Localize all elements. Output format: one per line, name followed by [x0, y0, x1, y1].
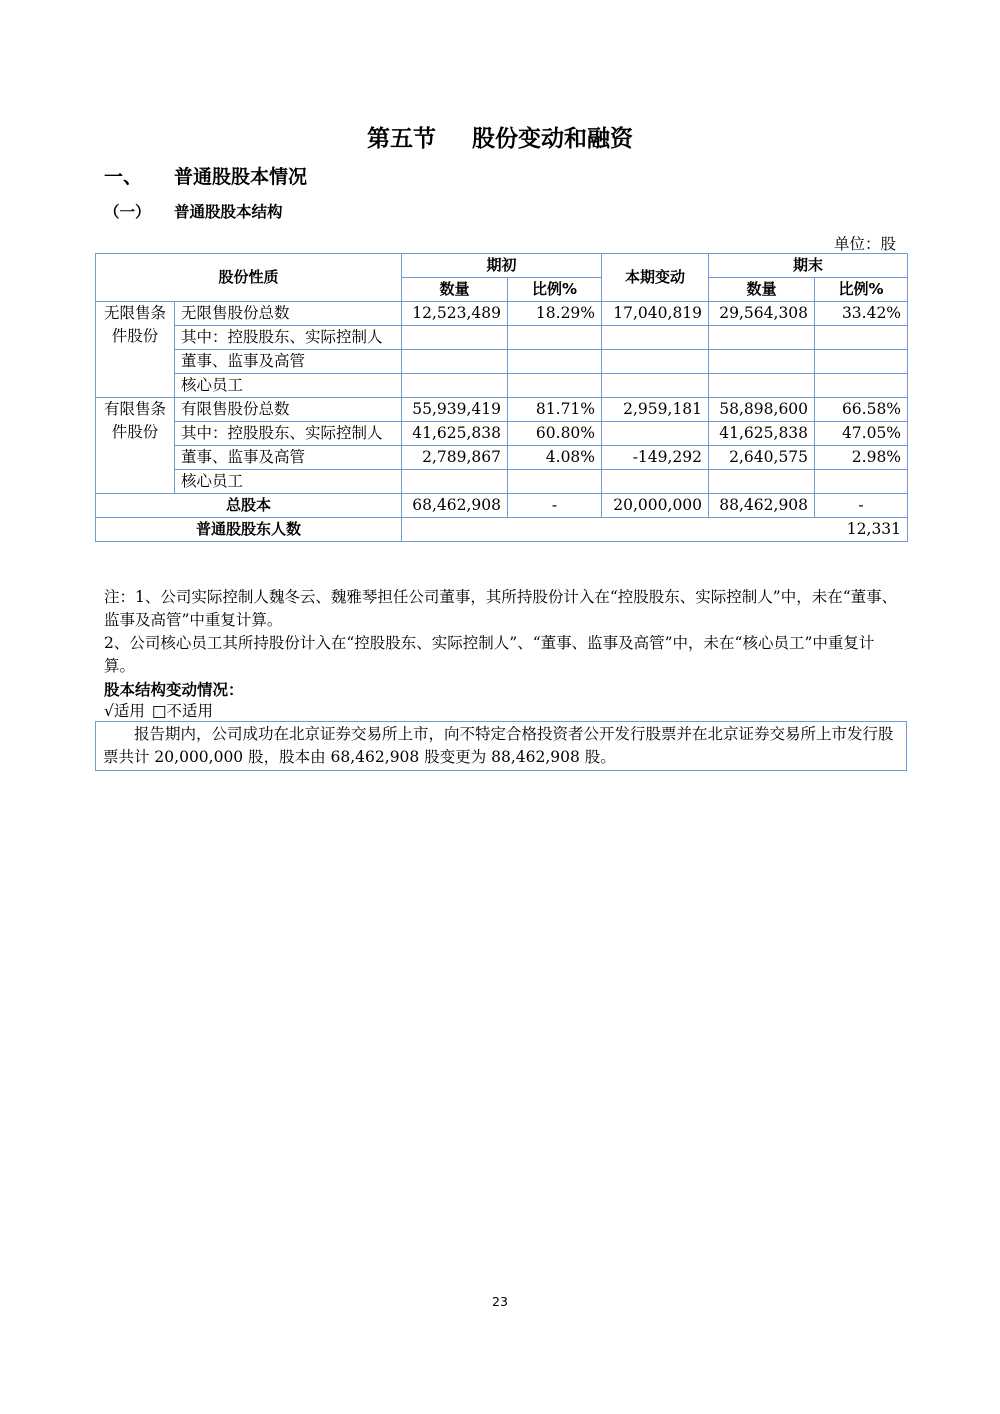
table-row: [96, 446, 908, 470]
total-end-quantity: 88,462,908: [709, 494, 815, 518]
start-quantity: 2,789,867: [402, 446, 508, 470]
start-ratio: 60.80%: [508, 422, 602, 446]
end-quantity: 29,564,308: [709, 302, 815, 326]
start-ratio: 18.29%: [508, 302, 602, 326]
change-value: [602, 470, 709, 494]
header-end-ratio: 比例%: [815, 278, 908, 302]
table-row: [96, 374, 908, 398]
share-structure-table: [95, 253, 908, 542]
start-ratio: [508, 350, 602, 374]
group-label-restricted: [96, 398, 175, 494]
row-label: 董事、监事及高管: [175, 446, 402, 470]
row-label: 其中：控股股东、实际控制人: [175, 326, 402, 350]
end-ratio: 2.98%: [815, 446, 908, 470]
end-ratio: 47.05%: [815, 422, 908, 446]
end-ratio: [815, 326, 908, 350]
note-2: 2、公司核心员工其所持股份计入在“控股股东、实际控制人”、“董事、监事及高管”中，未在“核心员工”中重复计算。: [104, 634, 875, 675]
heading1-text: 普通股股本情况: [174, 166, 308, 188]
heading-level-1: [104, 162, 307, 189]
end-ratio: 66.58%: [815, 398, 908, 422]
change-value: [602, 422, 709, 446]
change-value: [602, 326, 709, 350]
table-row: [96, 302, 908, 326]
not-applicable-option: □不适用: [151, 702, 213, 720]
end-quantity: [709, 374, 815, 398]
header-end-quantity: 数量: [709, 278, 815, 302]
total-change: 20,000,000: [602, 494, 709, 518]
header-start-ratio: 比例%: [508, 278, 602, 302]
end-ratio: [815, 350, 908, 374]
table-row: [96, 350, 908, 374]
start-quantity: 41,625,838: [402, 422, 508, 446]
end-quantity: 2,640,575: [709, 446, 815, 470]
section-title-label: 第五节: [367, 126, 436, 152]
structure-change-text: 报告期内，公司成功在北京证券交易所上市，向不特定合格投资者公开发行股票并在北京证券交易所上市发行股票共计 20,000,000 股，股本由 68,462,908 股变更为 88,462,908 股。: [103, 725, 894, 766]
change-value: 17,040,819: [602, 302, 709, 326]
section-title: [0, 120, 1000, 153]
row-label: 核心员工: [175, 374, 402, 398]
table-row: [96, 470, 908, 494]
heading-level-2: [104, 200, 283, 222]
applicability-options: [104, 700, 215, 722]
table-notes: [104, 586, 904, 678]
row-label: 董事、监事及高管: [175, 350, 402, 374]
end-quantity: 41,625,838: [709, 422, 815, 446]
group-label-unrestricted: [96, 302, 175, 398]
row-label: 其中：控股股东、实际控制人: [175, 422, 402, 446]
heading1-number: 一、: [104, 166, 143, 188]
structure-change-heading: 股本结构变动情况：: [104, 681, 244, 699]
note-1: 注：1、公司实际控制人魏冬云、魏雅琴担任公司董事，其所持股份计入在“控股股东、实际控制人”中，未在“董事、监事及高管”中重复计算。: [104, 588, 898, 629]
row-label: 无限售股份总数: [175, 302, 402, 326]
row-label: 核心员工: [175, 470, 402, 494]
unit-label: 单位：股: [833, 235, 896, 253]
header-period-start: 期初: [402, 254, 602, 278]
total-end-ratio: -: [815, 494, 908, 518]
heading2-number: （一）: [104, 203, 151, 221]
start-ratio: 81.71%: [508, 398, 602, 422]
start-quantity: 55,939,419: [402, 398, 508, 422]
group-name: 无限售条件股份: [103, 304, 166, 345]
change-value: [602, 350, 709, 374]
total-label: 总股本: [96, 494, 402, 518]
shareholders-row: [96, 518, 908, 542]
page-number: 23: [492, 1294, 508, 1309]
table-row: [96, 422, 908, 446]
header-change: 本期变动: [602, 254, 709, 302]
start-quantity: [402, 326, 508, 350]
end-quantity: [709, 326, 815, 350]
header-period-end: 期末: [709, 254, 908, 278]
applicable-option: √适用: [104, 702, 145, 720]
start-quantity: [402, 374, 508, 398]
start-quantity: [402, 350, 508, 374]
start-ratio: [508, 470, 602, 494]
start-quantity: [402, 470, 508, 494]
end-quantity: [709, 470, 815, 494]
header-start-quantity: 数量: [402, 278, 508, 302]
table-row: [96, 398, 908, 422]
start-ratio: [508, 374, 602, 398]
change-value: 2,959,181: [602, 398, 709, 422]
total-row: [96, 494, 908, 518]
group-name: 有限售条件股份: [103, 400, 166, 441]
end-quantity: 58,898,600: [709, 398, 815, 422]
start-ratio: 4.08%: [508, 446, 602, 470]
end-ratio: 33.42%: [815, 302, 908, 326]
total-start-ratio: -: [508, 494, 602, 518]
start-ratio: [508, 326, 602, 350]
section-title-name: 股份变动和融资: [472, 126, 633, 152]
end-quantity: [709, 350, 815, 374]
change-value: [602, 374, 709, 398]
row-label: 有限售股份总数: [175, 398, 402, 422]
table-header-row: [96, 254, 908, 278]
change-value: -149,292: [602, 446, 709, 470]
end-ratio: [815, 470, 908, 494]
shareholders-label: 普通股股东人数: [96, 518, 402, 542]
total-start-quantity: 68,462,908: [402, 494, 508, 518]
heading2-text: 普通股股本结构: [174, 203, 283, 221]
end-ratio: [815, 374, 908, 398]
shareholders-count: 12,331: [402, 518, 908, 542]
start-quantity: 12,523,489: [402, 302, 508, 326]
table-row: [96, 326, 908, 350]
header-share-nature: 股份性质: [96, 254, 402, 302]
structure-change-textbox: [95, 721, 907, 771]
